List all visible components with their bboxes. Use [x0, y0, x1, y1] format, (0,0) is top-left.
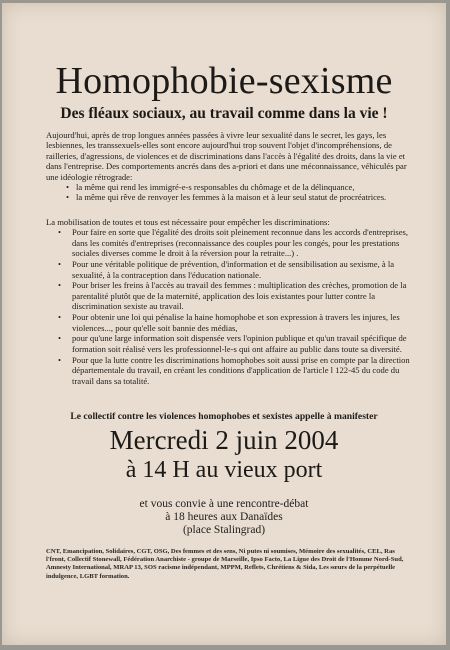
demand-item: • Pour obtenir une loi qui pénalise la haine homophobe et son expression à travers les injures, les violences..., pour qu'elle soit bannie des médias, [52, 312, 418, 333]
demands-section [46, 217, 418, 387]
event-date: Mercredi 2 juin 2004 [109, 425, 339, 455]
organisations-list: CNT, Emancipation, Solidaires, CGT, OSG, Des femmes et des sens, Ni putes ni soumises, Mémoire des sexualités, CEL, Ras l'front, Collectif Stonewall, Fédération Anarchiste - groupe de Marseille, Ipso Facto, La Ligue des Droit de l'Homme Nord-Sud, Amnesty International, MRAP 13, SOS racisme indépendant, MPPM, Reflets, Chrétiens & Sida, Les sœurs de la perpétuelle indulgence, LGBT formation. [46, 548, 404, 580]
demand-item: • pour qu'une large information soit dispensée vers l'opinion publique et qu'un travail spécifique de formation soit réalisé vers les professionnel-le-s qui ont affaire au public dans toute sa diversité. [52, 333, 418, 354]
intro-section [46, 130, 418, 203]
demand-item: • Pour une véritable politique de prévention, d'information et de sensibilisation au sexisme, à la sexualité, à la contraception dans l'éducation nationale. [52, 259, 418, 280]
demand-item: • Pour faire en sorte que l'égalité des droits soit pleinement reconnue dans les accords d'entreprises, dans les comités d'entreprises (reconnaissance des couples pour les congés, pour les prestations sociales diverses comme le droit à la réversion pour la retraite...) . [52, 227, 418, 258]
invite-line: (place Stalingrad) [182, 524, 266, 536]
invite-line: et vous convie à une rencontre-débat [139, 498, 309, 510]
demands-list [52, 227, 418, 386]
flyer-sheet [2, 3, 446, 645]
demand-item: • Pour briser les freins à l'accès au travail des femmes : multiplication des crèches, promotion de la parentalité plutôt que de la maternité, application des lois existantes pour lutter contre la discrimination sexiste au travail. [52, 280, 418, 311]
intro-bullet-list [62, 182, 418, 203]
intro-bullet: • la même qui rêve de renvoyer les femmes à la maison et à leur seul statut de procréatrices. [62, 192, 418, 202]
intro-bullet: • la même qui rend les immigré-e-s responsables du chômage et de la délinquance, [62, 182, 418, 192]
event-time-place: à 14 H au vieux port [125, 457, 323, 483]
invite-line: à 18 heures aux Danaïdes [165, 511, 283, 523]
demand-item: • Pour que la lutte contre les discriminations homophobes soit aussi prise en compte par la direction départementale du travail, en créant les conditions d'application de l'article l 122-45 du code du travail dans sa totalité. [52, 355, 418, 386]
appeal-line: Le collectif contre les violences homophobes et sexistes appelle à manifester [70, 411, 378, 422]
flyer-title: Homophobie-sexisme [55, 60, 393, 102]
flyer-subtitle: Des fléaux sociaux, au travail comme dans la vie ! [60, 105, 388, 122]
mobilisation-heading: La mobilisation de toutes et tous est nécessaire pour empêcher les discriminations: [46, 217, 330, 227]
intro-paragraph: Aujourd'hui, après de trop longues années passées à vivre leur sexualité dans le secret, les gays, les lesbiennes, les transsexuels-elles sont encore aujourd'hui trop souvent l'objet d'incompréhensions, de railleries, d'agressions, de violences et de discriminations dans l'accès à l'égalité des droits, dans la vie et dans l'entreprise. Des comportements ancrés dans des a-priori et dans une méconnaissance, véhiculés par une idéologie rétrograde: [46, 130, 407, 182]
invite-block [2, 498, 446, 537]
